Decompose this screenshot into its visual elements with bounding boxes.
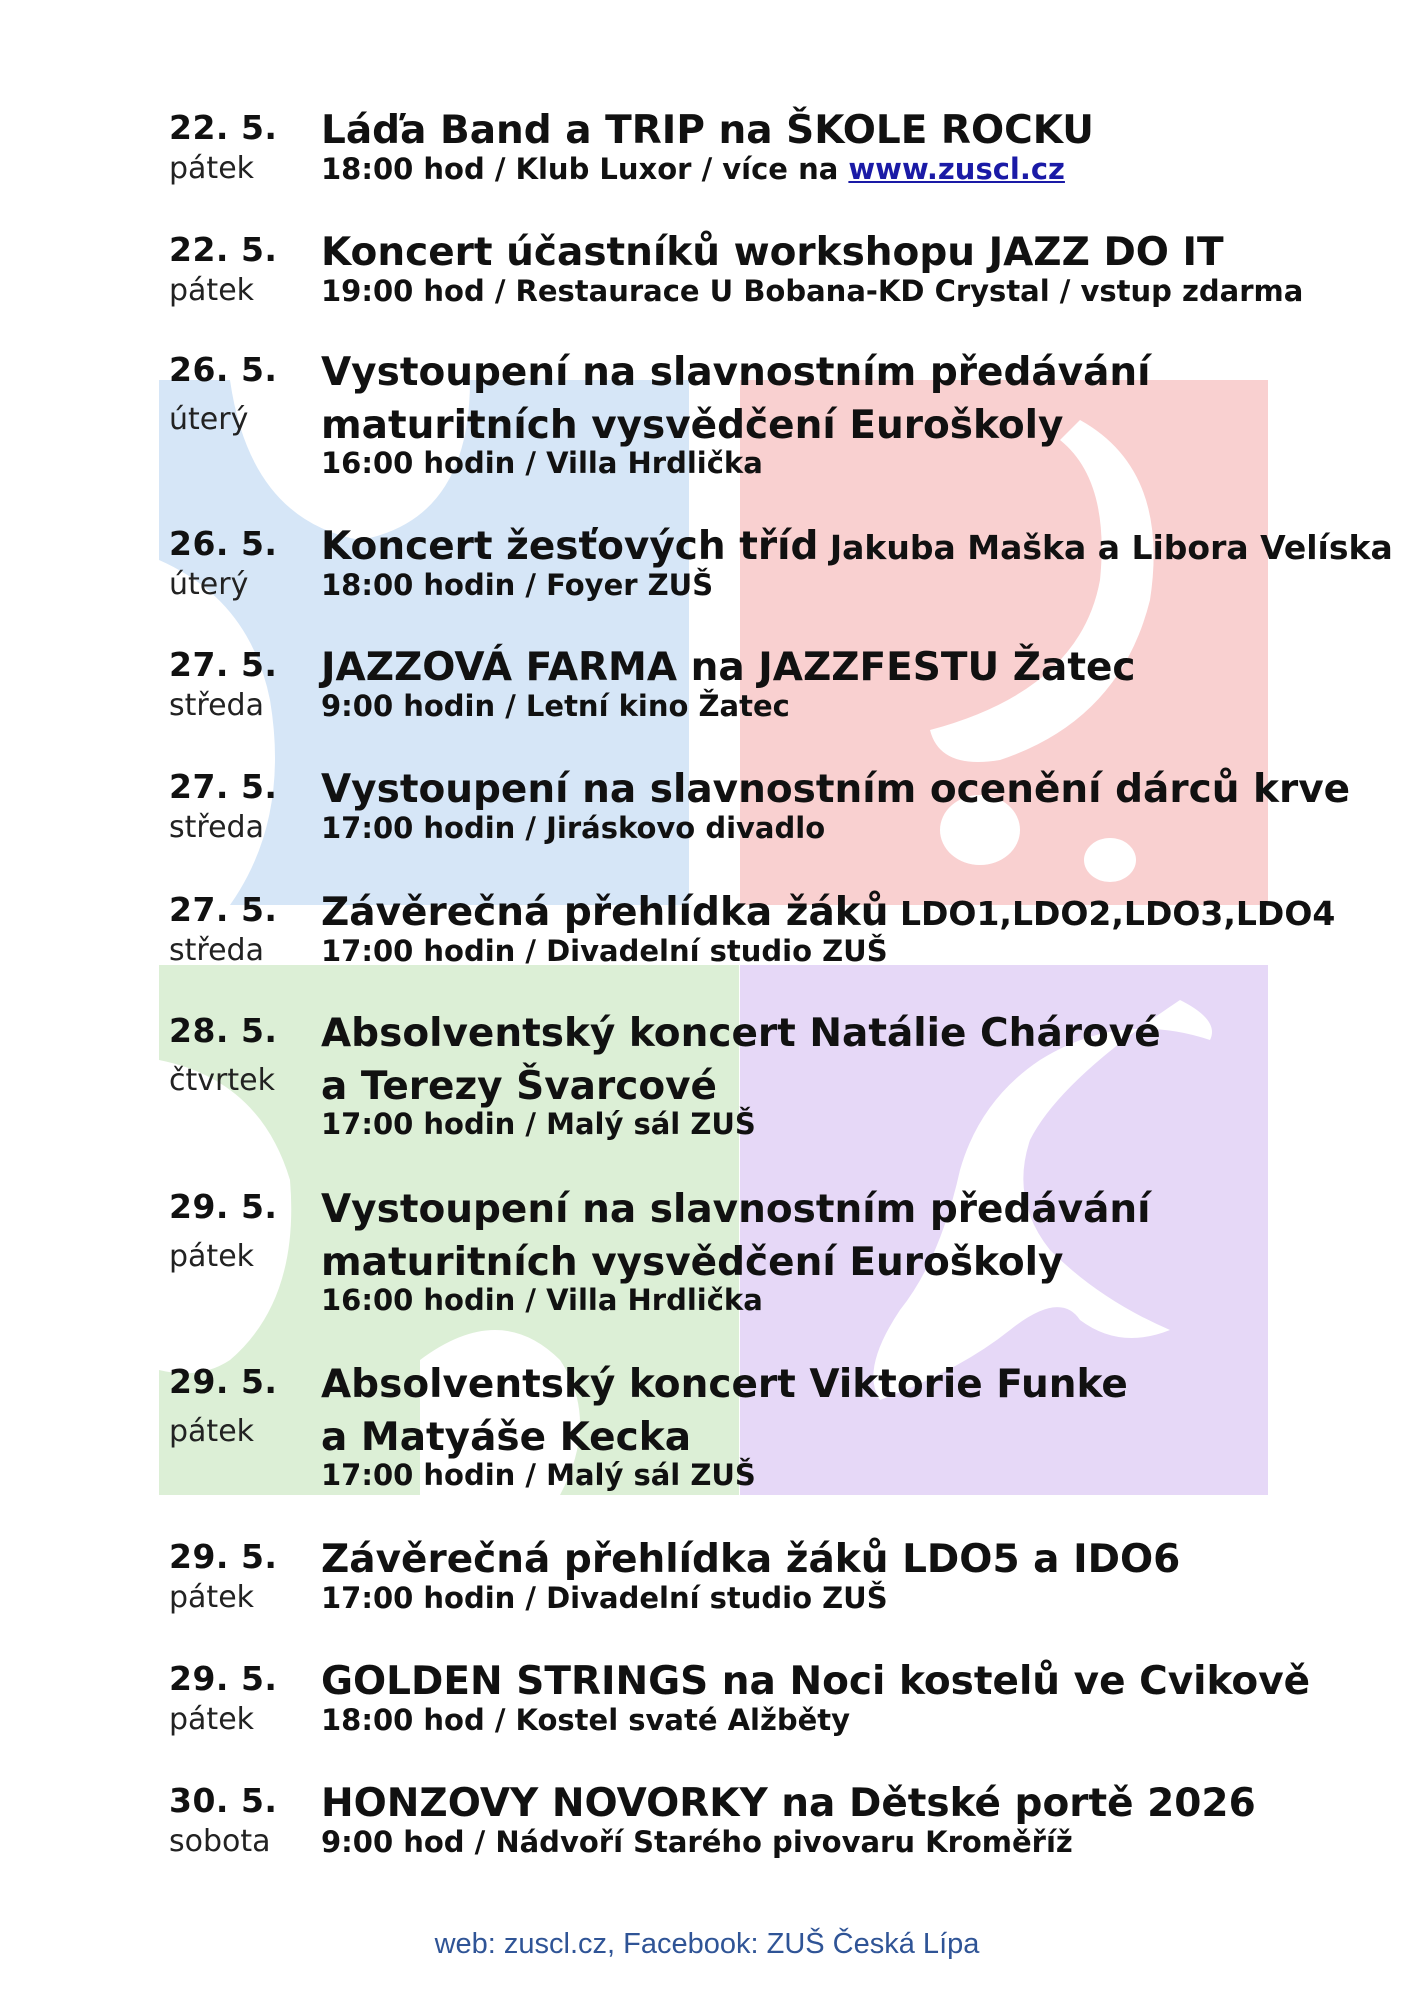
event-title-line <box>321 1358 1128 1411</box>
event-detail-text: 18:00 hod / Kostel svaté Alžběty <box>321 1703 851 1737</box>
event-day: středa <box>169 688 264 723</box>
event-title-suffix: Jakuba Maška a Libora Velíska <box>818 528 1393 567</box>
event-detail <box>321 1825 1073 1859</box>
event-title-line <box>321 641 1136 694</box>
event-title-text: Závěrečná přehlídka žáků LDO5 a IDO6 <box>321 1537 1181 1582</box>
event-date: 22. 5. <box>169 230 278 269</box>
event-day: pátek <box>169 1702 255 1737</box>
event-day: středa <box>169 933 264 968</box>
event-title-text: Vystoupení na slavnostním ocenění dárců krve <box>321 767 1351 812</box>
event-detail-text: 17:00 hodin / Divadelní studio ZUŠ <box>321 934 888 968</box>
event-title <box>321 104 1094 157</box>
event-title <box>321 1007 1161 1113</box>
event-date: 28. 5. <box>169 1011 278 1050</box>
event-date: 29. 5. <box>169 1537 278 1576</box>
event-title <box>321 346 1151 452</box>
event-detail <box>321 689 790 723</box>
event-date: 29. 5. <box>169 1362 278 1401</box>
event-date: 27. 5. <box>169 645 278 684</box>
event-date: 29. 5. <box>169 1659 278 1698</box>
event-detail <box>321 152 1065 186</box>
event-title-text: Vystoupení na slavnostním předávání <box>321 350 1151 395</box>
event-title <box>321 520 1393 574</box>
event-title-line <box>321 1777 1256 1830</box>
event-detail <box>321 934 888 968</box>
event-detail <box>321 811 825 845</box>
website-link[interactable]: www.zuscl.cz <box>848 152 1065 186</box>
event-detail <box>321 1107 756 1141</box>
event-title-text: Absolventský koncert Viktorie Funke <box>321 1362 1128 1407</box>
event-title-line <box>321 1007 1161 1060</box>
event-title <box>321 763 1350 816</box>
event-title-text: Vystoupení na slavnostním předávání <box>321 1187 1151 1232</box>
event-day: pátek <box>169 273 255 308</box>
event-title-text: JAZZOVÁ FARMA na JAZZFESTU Žatec <box>321 645 1136 690</box>
event-title-text: Absolventský koncert Natálie Chárové <box>321 1011 1161 1056</box>
event-title-text: a Terezy Švarcové <box>321 1064 717 1109</box>
event-detail <box>321 446 763 480</box>
event-date: 26. 5. <box>169 524 278 563</box>
event-title-text: maturitních vysvědčení Euroškoly <box>321 1240 1064 1285</box>
event-title-line <box>321 1411 1128 1464</box>
event-title-text: Láďa Band a TRIP na ŠKOLE ROCKU <box>321 108 1094 153</box>
event-title-line <box>321 1060 1161 1113</box>
event-day: pátek <box>169 1239 255 1274</box>
bg-pink-dot <box>1084 838 1136 882</box>
event-detail-text: 17:00 hodin / Jiráskovo divadlo <box>321 811 826 845</box>
event-title-line <box>321 520 1393 574</box>
event-title-text: a Matyáše Kecka <box>321 1415 692 1460</box>
event-title <box>321 226 1224 279</box>
event-title <box>321 641 1136 694</box>
event-detail <box>321 568 713 602</box>
event-title-text: Koncert žesťových tříd <box>321 524 819 569</box>
event-date: 30. 5. <box>169 1781 278 1820</box>
event-title <box>321 886 1335 940</box>
event-day: pátek <box>169 1580 255 1615</box>
event-title-suffix: LDO1,LDO2,LDO3,LDO4 <box>888 894 1336 933</box>
event-title-line <box>321 1533 1180 1586</box>
event-title-text: Koncert účastníků workshopu JAZZ DO IT <box>321 230 1224 275</box>
event-detail <box>321 1703 850 1737</box>
event-day: středa <box>169 810 264 845</box>
event-day: pátek <box>169 1414 255 1449</box>
event-title-text: GOLDEN STRINGS na Noci kostelů ve Cvikově <box>321 1659 1311 1704</box>
event-detail <box>321 1458 756 1492</box>
event-title <box>321 1183 1151 1289</box>
event-title-line <box>321 1655 1310 1708</box>
event-title <box>321 1533 1180 1586</box>
event-title-line <box>321 399 1151 452</box>
event-title <box>321 1777 1256 1830</box>
event-title-line <box>321 1183 1151 1236</box>
event-detail-text: 16:00 hodin / Villa Hrdlička <box>321 446 763 480</box>
event-title-line <box>321 763 1350 816</box>
event-date: 22. 5. <box>169 108 278 147</box>
event-detail-text: 18:00 hodin / Foyer ZUŠ <box>321 568 714 602</box>
event-title-line <box>321 346 1151 399</box>
event-day: úterý <box>169 402 249 437</box>
event-day: sobota <box>169 1824 271 1859</box>
event-detail <box>321 274 1303 308</box>
event-title-line <box>321 226 1224 279</box>
event-title-text: Závěrečná přehlídka žáků <box>321 890 889 935</box>
event-detail <box>321 1581 888 1615</box>
event-date: 27. 5. <box>169 767 278 806</box>
event-day: pátek <box>169 151 255 186</box>
event-date: 29. 5. <box>169 1187 278 1226</box>
footer-text: web: zuscl.cz, Facebook: ZUŠ Česká Lípa <box>434 1928 980 1960</box>
event-title-line <box>321 1236 1151 1289</box>
event-title-text: HONZOVY NOVORKY na Dětské portě 2026 <box>321 1781 1256 1826</box>
event-detail-text: 16:00 hodin / Villa Hrdlička <box>321 1283 763 1317</box>
event-date: 27. 5. <box>169 890 278 929</box>
event-detail-text: 18:00 hod / Klub Luxor / více na <box>321 152 849 186</box>
event-detail <box>321 1283 763 1317</box>
event-title-text: maturitních vysvědčení Euroškoly <box>321 403 1064 448</box>
event-title <box>321 1358 1128 1464</box>
event-title <box>321 1655 1310 1708</box>
event-detail-text: 17:00 hodin / Divadelní studio ZUŠ <box>321 1581 888 1615</box>
event-detail-text: 17:00 hodin / Malý sál ZUŠ <box>321 1107 756 1141</box>
event-detail-text: 9:00 hodin / Letní kino Žatec <box>321 689 790 723</box>
event-title-line <box>321 886 1335 940</box>
event-detail-text: 9:00 hod / Nádvoří Starého pivovaru Kroměříž <box>321 1825 1073 1859</box>
event-detail-text: 19:00 hod / Restaurace U Bobana-KD Crystal / vstup zdarma <box>321 274 1304 308</box>
event-title-line <box>321 104 1094 157</box>
event-date: 26. 5. <box>169 350 278 389</box>
event-detail-text: 17:00 hodin / Malý sál ZUŠ <box>321 1458 756 1492</box>
event-day: úterý <box>169 567 249 602</box>
event-day: čtvrtek <box>169 1063 275 1098</box>
